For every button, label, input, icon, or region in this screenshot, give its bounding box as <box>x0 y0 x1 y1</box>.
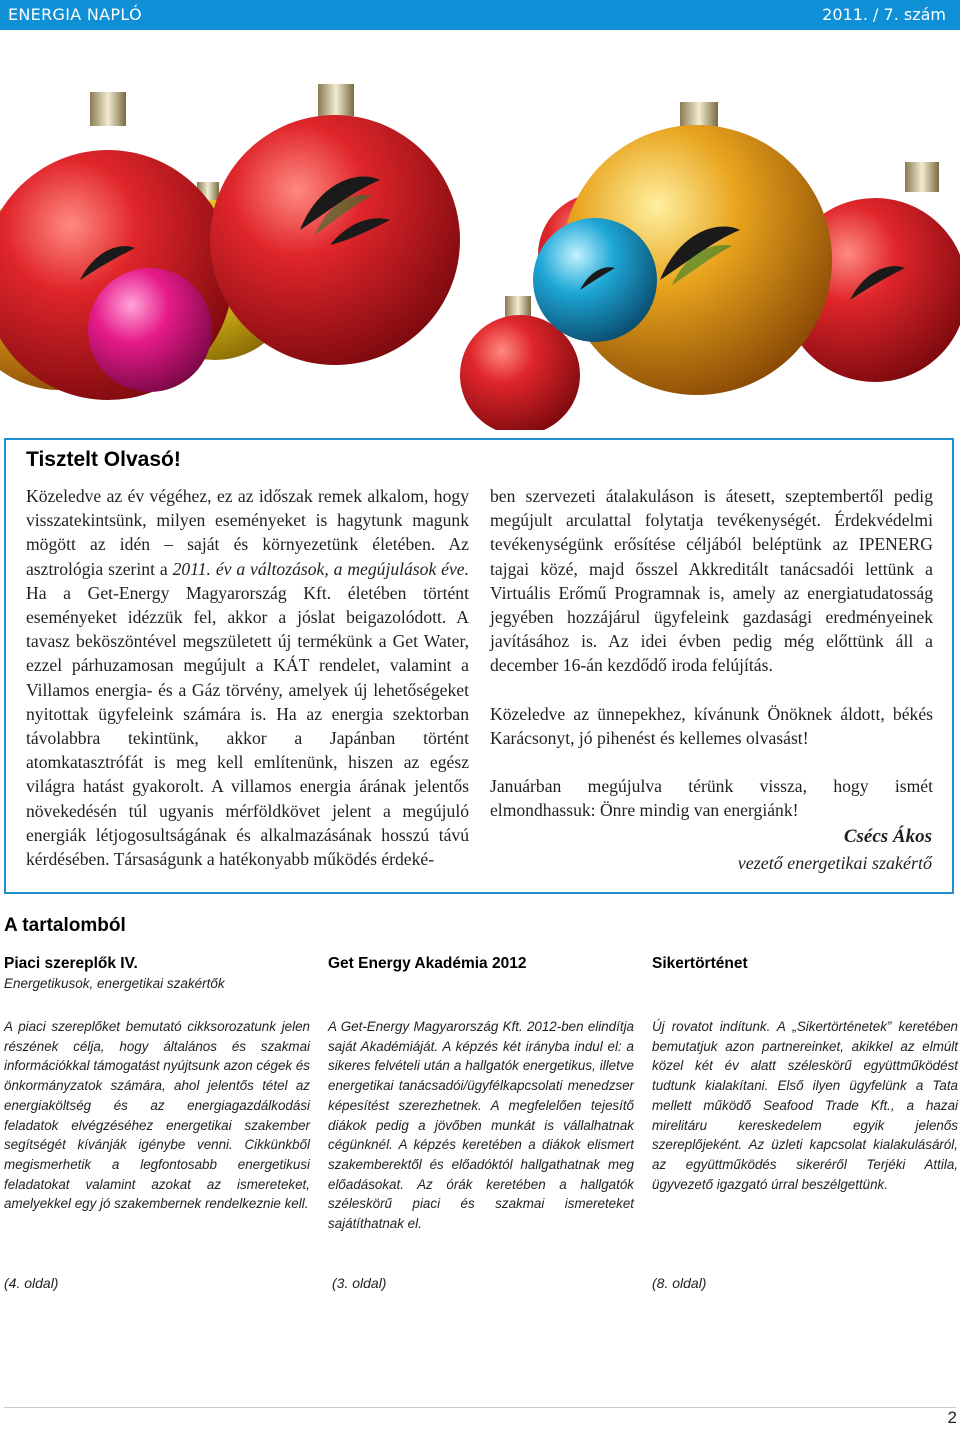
contents-item <box>652 955 958 1291</box>
signature-role: vezető energetikai szakértő <box>737 853 932 873</box>
contents-item-description: A piaci szereplőket bemutató cikksorozatunk jelen részének célja, hogy általános és szakmai információkkal támogatást nyújtsunk azon cégek és önkormányzatok számára, ahol jelentős tétel az energiaköltség és az energiagazdálkodási feladatok elvégzéséhez energetikai szakember segítségét kívánják igénybe venni. Cikkünkből megismerhetik a legfontosabb energetikusi feladatokat valamint azokat az ismereteket, amelyekkel egy jó szakembernek rendelkeznie kell. <box>4 1019 310 1212</box>
contents-item-page: (3. oldal) <box>332 1275 387 1291</box>
footer-divider <box>4 1407 956 1408</box>
letter-text: Ha a Get-Energy Magyarország Kft. életében történt eseményeket idézzük fel, akkor a jóslat beigazolódott. A tavasz beköszöntével megszületett új termékünk a Get Water, ezzel párhuzamosan megújult a KÁT rendelet, valamint a Villamos energia- és a Gáz törvény, amelyek új lehetőségeket nyitottak ügyfeleink számára is. Ha az energia szektorban távolabbra tekintünk, akkor a Japánban történt atomkatasztrófát is meg kell említenünk, hiszen az egész világra hatást gyakorolt. A villamos energia árának jelentős növekedésén túl ugyanis mérföldkövet jelent a megújuló energiák létjogosultságának és alkalmazásának hosszú távú kérdésében. Társaságunk a hatékonyabb működés érdeké- <box>26 582 469 870</box>
contents-item-title: Get Energy Akadémia 2012 <box>328 955 527 972</box>
page-number: 2 <box>947 1408 957 1427</box>
letter-right-column <box>490 484 933 822</box>
contents-item-subtitle: Energetikusok, energetikai szakértők <box>4 976 225 991</box>
contents-item-page: (8. oldal) <box>652 1275 707 1291</box>
signature-block <box>738 824 932 876</box>
contents-item-title: Piaci szereplők IV. <box>4 955 138 972</box>
contents-item-title: Sikertörténet <box>652 955 748 972</box>
letter-left-column <box>26 484 469 871</box>
publication-title: ENERGIA NAPLÓ <box>8 5 142 24</box>
header-bar <box>0 0 960 30</box>
contents-item <box>328 955 634 1291</box>
contents-item-page: (4. oldal) <box>4 1275 59 1291</box>
signature-name: Csécs Ákos <box>843 826 932 847</box>
contents-item <box>4 955 310 1291</box>
letter-paragraph: Januárban megújulva térünk vissza, hogy ismét elmondhassuk: Önre mindig van energiánk! <box>490 776 933 821</box>
contents-item-description: A Get-Energy Magyarország Kft. 2012-ben elindítja saját Akadémiáját. A képzés két irányba indul el: a sikeres felvételi után a hallgatók energetikus, illetve energetikai tanácsadói/ügyfélkapcsolati menedzser képesítést szerezhetnek. A megfelelően tejesítő diákok pedig a jövőben munkát is vállalhatnak cégünknél. A képzés keretében a diákok elismert szakemberektől és előadóktól hallgathatnak meg előadásokat. Az órák keretében a hallgatók széleskörű piaci és szakmai ismereteket sajátíthatnak el. <box>328 1019 634 1232</box>
hero-image-christmas-baubles <box>0 30 960 430</box>
letter-emphasis: 2011. év a változások, a megújulások éve. <box>172 558 469 579</box>
letter-text: Közeledve az év végéhez, ez az időszak remek alkalom, hogy visszatekintsünk, milyen eseményeket is hagytunk magunk mögött az idén – saját és környezetünk életében. Az asztrológia szerint a <box>26 486 469 579</box>
issue-number: 2011. / 7. szám <box>822 5 946 24</box>
contents-item-description: Új rovatot indítunk. A „Sikertörténetek” keretében bemutatjuk azon partnereinket, akikkel az elmúlt közel két év alatt széleskörű együttműködést tudtunk kialakítani. Első ilyen ügyfelünk a Tata mellett működő Seafood Trade Kft., a hazai mirelitáru kereskedelem egyik jelenős szereplőjeként. Az üzleti kapcsolat kialakulásáról, az együttműködés sikeréről Terjéki Attila, ügyvezető igazgató úrral beszélgettünk. <box>652 1019 958 1192</box>
letter-paragraph: Közeledve az ünnepekhez, kívánunk Önöknek áldott, békés Karácsonyt, jó pihenést és kellemes olvasást! <box>490 703 933 748</box>
letter-paragraph: ben szervezeti átalakuláson is átesett, szeptembertől pedig megújult arculattal folytatja tevékenységét. Érdekvédelmi tevékenységünk erősítése céljából beléptünk az IPENERG tajgai közé, majd ősszel Akkreditált tanácsadói lettünk a Virtuális Erőmű Programnak is, amely az energiatudatosság jegyében hozzájárul ügyfeleink gazdasági eredményeinek javításához is. Az idei évben pedig még előttünk áll a december 16-án kezdődő iroda felújítás. <box>490 486 933 676</box>
pink-bauble <box>88 268 212 392</box>
bauble-cap <box>90 92 126 126</box>
contents-heading: A tartalomból <box>4 915 126 936</box>
letter-greeting: Tisztelt Olvasó! <box>26 448 181 471</box>
letter-paragraph <box>26 484 469 871</box>
